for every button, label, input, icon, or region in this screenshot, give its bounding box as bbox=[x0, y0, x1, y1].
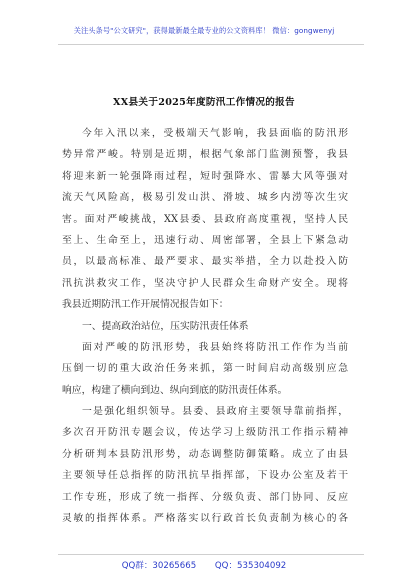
header-divider bbox=[58, 44, 364, 45]
document-body bbox=[62, 123, 348, 529]
top-banner: 关注头条号"公文研究"，获得最新最全最专业的公文资料库！ 微信：gongwenyj bbox=[73, 26, 335, 35]
body-line: 工作专班，形成了统一指挥、分级负责、部门协同、反应 bbox=[62, 491, 348, 503]
body-line: 汛抗洪救灾工作，坚决守护人民群众生命财产安全。现将 bbox=[62, 277, 348, 289]
body-line: 将迎来新一轮强降雨过程，短时强降水、雷暴大风等强对 bbox=[62, 170, 348, 182]
body-line: 响应，构建了横向到边、纵向到底的防汛责任体系。 bbox=[62, 384, 288, 396]
body-line: 分析研判本县防汛形势，动态调整防御策略。成立了由县 bbox=[62, 448, 348, 460]
body-line: 压倒一切的重大政治任务来抓，第一时间启动高级别应急 bbox=[62, 363, 348, 375]
body-line: 员，以最高标准、最严要求、最实举措，全力以赴投入防 bbox=[62, 256, 348, 268]
body-line: 一是强化组织领导。县委、县政府主要领导靠前指挥， bbox=[82, 406, 348, 418]
document-title: XX县关于2025年度防汛工作情况的报告 bbox=[113, 97, 295, 108]
body-line: 多次召开防汛专题会议，传达学习上级防汛工作指示精神 bbox=[62, 427, 348, 439]
section-heading: 一、提高政治站位，压实防汛责任体系 bbox=[82, 320, 249, 332]
body-line: 灵敏的指挥体系。严格落实以行政首长负责制为核心的各 bbox=[62, 513, 348, 525]
body-line: 我县近期防汛工作开展情况报告如下： bbox=[62, 299, 229, 311]
body-line: 今年入汛以来，受极端天气影响，我县面临的防汛形 bbox=[82, 128, 348, 139]
footer bbox=[0, 559, 408, 571]
qq-number: QQ：535304092 bbox=[214, 561, 287, 571]
footer-divider bbox=[58, 554, 364, 555]
body-line: 害。面对严峻挑战，XX县委、县政府高度重视，坚持人民 bbox=[62, 213, 348, 225]
body-line: 势异常严峻。特别是近期，根据气象部门监测预警，我县 bbox=[62, 149, 348, 161]
body-line: 流天气风险高，极易引发山洪、滑坡、城乡内涝等次生灾 bbox=[62, 192, 348, 204]
body-line: 主要领导任总指挥的防汛抗旱指挥部，下设办公室及若干 bbox=[62, 470, 348, 482]
body-line: 面对严峻的防汛形势，我县始终将防汛工作作为当前 bbox=[82, 341, 348, 353]
body-line: 至上、生命至上，迅速行动、周密部署，全县上下紧急动 bbox=[62, 234, 348, 246]
qq-group-number: QQ群：30265665 bbox=[121, 561, 197, 571]
